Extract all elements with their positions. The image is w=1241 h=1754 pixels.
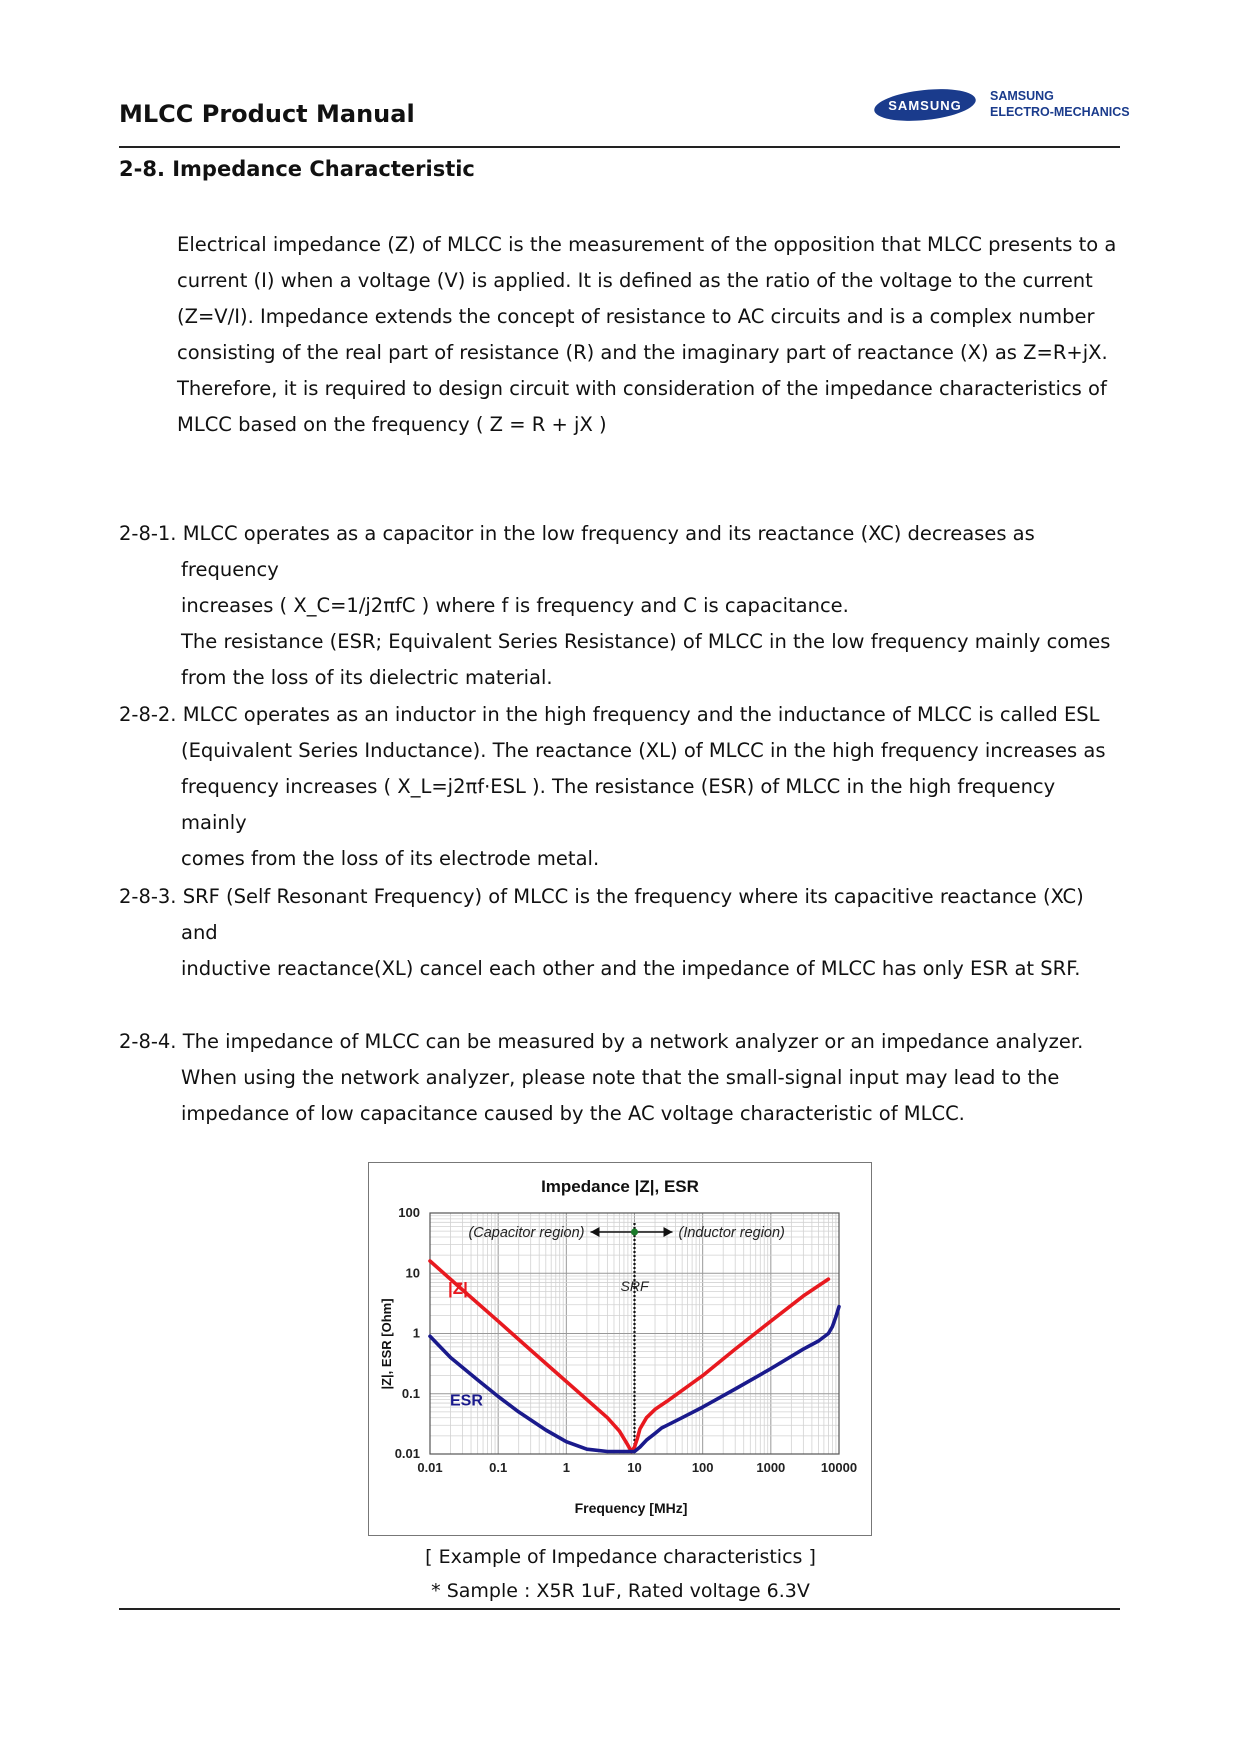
item-line: 2-8-2. MLCC operates as an inductor in the high frequency and the inductance of MLCC is called ESL — [119, 703, 1100, 726]
company-name-line1: SAMSUNG — [990, 89, 1054, 103]
capacitor-region-label: (Capacitor region) — [468, 1225, 585, 1241]
srf-label: SRF — [620, 1278, 649, 1294]
item-line: The resistance (ESR; Equivalent Series Resistance) of MLCC in the low frequency mainly comes — [181, 630, 1111, 653]
x-tick-label: 10000 — [820, 1460, 858, 1475]
y-tick-label: 100 — [398, 1205, 420, 1220]
item-line: (Equivalent Series Inductance). The reactance (XL) of MLCC in the high frequency increases as — [181, 739, 1106, 762]
intro-line: current (I) when a voltage (V) is applied. It is defined as the ratio of the voltage to the current — [177, 269, 1093, 292]
x-tick-label: 0.1 — [489, 1460, 508, 1475]
series-label-esr: ESR — [450, 1392, 483, 1410]
intro-paragraph — [177, 227, 1117, 443]
samsung-logo — [873, 88, 977, 122]
item-line: inductive reactance(XL) cancel each other and the impedance of MLCC has only ESR at SRF. — [181, 957, 1081, 980]
y-axis-label: |Z|, ESR [Ohm] — [379, 1298, 394, 1390]
chart-caption: [ Example of Impedance characteristics ] — [425, 1546, 816, 1568]
item-line: 2-8-4. The impedance of MLCC can be measured by a network analyzer or an impedance analyzer. — [119, 1030, 1084, 1053]
item-line: increases ( X_C=1/j2πfC ) where f is frequency and C is capacitance. — [181, 594, 849, 617]
srf-marker — [631, 1229, 638, 1236]
arrow-left-icon — [591, 1227, 600, 1237]
header-divider — [119, 146, 1120, 148]
x-axis-label: Frequency [MHz] — [574, 1500, 688, 1516]
section-title: 2-8. Impedance Characteristic — [119, 157, 475, 181]
x-tick-label: 100 — [691, 1460, 714, 1475]
item-line: comes from the loss of its electrode metal. — [181, 847, 600, 870]
samsung-logo-text: SAMSUNG — [888, 98, 962, 113]
x-tick-label: 1 — [562, 1460, 570, 1475]
company-name — [990, 88, 1130, 120]
inductor-region-label: (Inductor region) — [678, 1225, 785, 1241]
series-label-z: |Z| — [448, 1279, 468, 1299]
item-2-8-3 — [119, 879, 1119, 987]
x-tick-label: 10 — [627, 1460, 642, 1475]
y-tick-label: 0.01 — [394, 1446, 420, 1461]
chart-sample-note: * Sample : X5R 1uF, Rated voltage 6.3V — [431, 1580, 810, 1602]
item-line: When using the network analyzer, please note that the small-signal input may lead to the — [181, 1066, 1060, 1089]
intro-line: Therefore, it is required to design circuit with consideration of the impedance characteristics of — [177, 377, 1107, 400]
chart-title: Impedance |Z|, ESR — [541, 1177, 699, 1196]
footer-divider — [119, 1608, 1120, 1610]
item-line: from the loss of its dielectric material. — [181, 666, 553, 689]
y-tick-label: 0.1 — [401, 1385, 420, 1401]
arrow-right-icon — [664, 1227, 673, 1237]
page-header-title: MLCC Product Manual — [119, 100, 415, 128]
intro-line: Electrical impedance (Z) of MLCC is the measurement of the opposition that MLCC presents to a — [177, 233, 1117, 256]
impedance-chart-frame — [368, 1162, 872, 1536]
item-2-8-2 — [119, 697, 1119, 877]
impedance-chart — [369, 1163, 871, 1535]
y-tick-label: 10 — [405, 1265, 420, 1281]
item-line: impedance of low capacitance caused by the AC voltage characteristic of MLCC. — [181, 1102, 965, 1125]
item-line: frequency increases ( X_L=j2πf·ESL ). The resistance (ESR) of MLCC in the high frequency mainly — [181, 775, 1056, 834]
y-tick-label: 1 — [412, 1325, 420, 1341]
intro-line: consisting of the real part of resistance (R) and the imaginary part of reactance (X) as Z=R+jX. — [177, 341, 1108, 364]
item-line: 2-8-3. SRF (Self Resonant Frequency) of MLCC is the frequency where its capacitive reactance (XC) and — [119, 885, 1084, 944]
company-name-line2: ELECTRO-MECHANICS — [990, 105, 1130, 119]
x-tick-label: 0.01 — [417, 1460, 443, 1475]
x-tick-label: 1000 — [756, 1460, 786, 1475]
item-line: 2-8-1. MLCC operates as a capacitor in the low frequency and its reactance (XC) decreases as frequency — [119, 522, 1035, 581]
intro-line: (Z=V/I). Impedance extends the concept of resistance to AC circuits and is a complex number — [177, 305, 1095, 328]
item-2-8-4 — [119, 1024, 1119, 1132]
item-2-8-1 — [119, 516, 1119, 696]
intro-line: MLCC based on the frequency ( Z = R + jX ) — [177, 413, 607, 436]
